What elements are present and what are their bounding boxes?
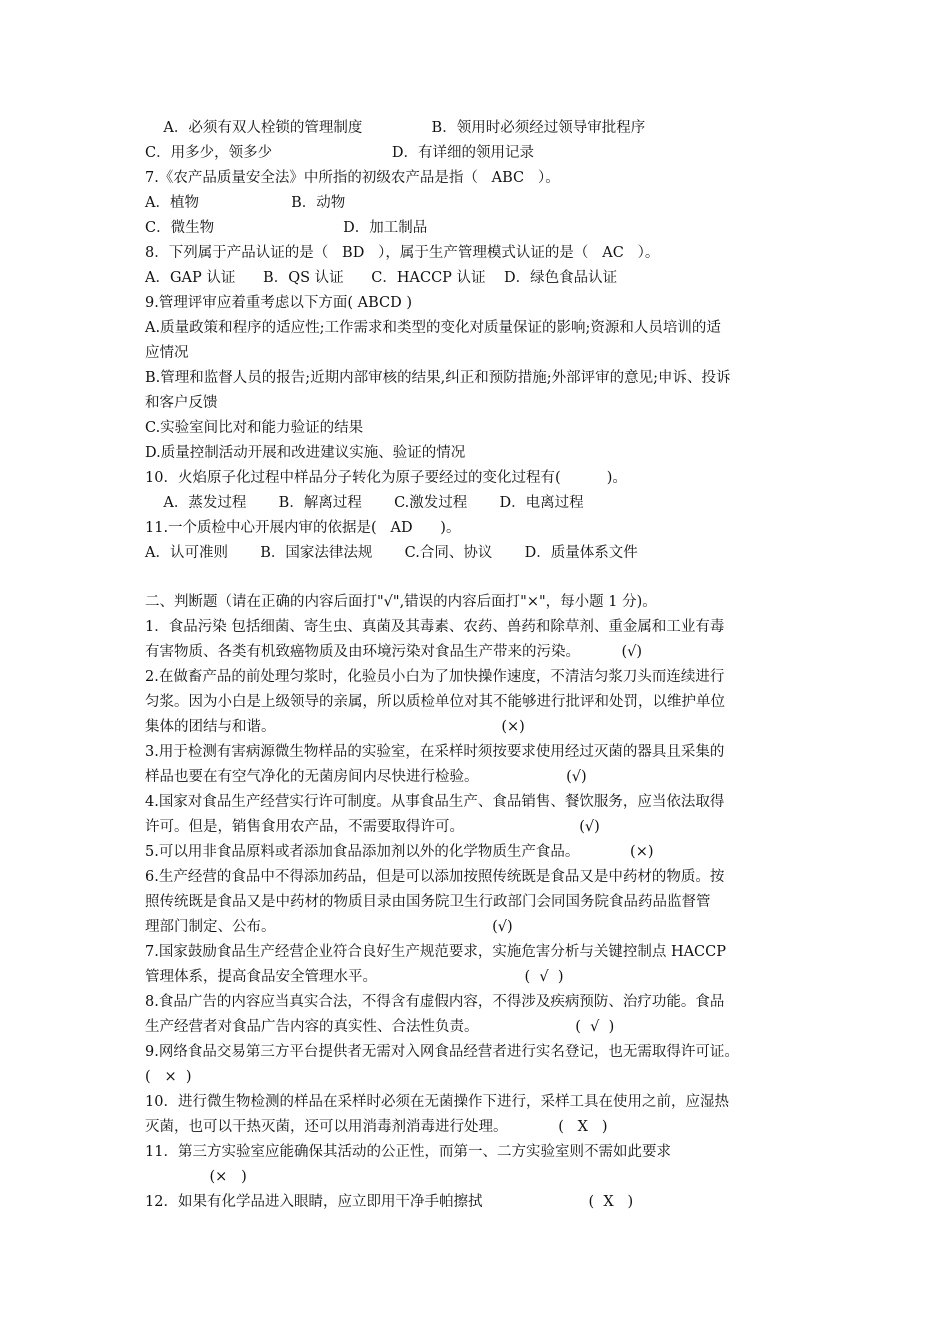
option-line: A．植物 B．动物 bbox=[145, 195, 346, 211]
judgement-line: 5.可以用非食品原料或者添加食品添加剂以外的化学物质生产食品。 (×) bbox=[145, 844, 654, 860]
judgement-line: 12．如果有化学品进入眼睛，应立即用干净手帕擦拭 ( X ) bbox=[145, 1194, 634, 1210]
option-line: A．蒸发过程 B．解离过程 C.激发过程 D．电离过程 bbox=[145, 495, 584, 511]
judgement-line: 1．食品污染 包括细菌、寄生虫、真菌及其毒素、农药、兽药和除草剂、重金属和工业有毒 bbox=[145, 619, 725, 635]
judgement-line: 管理体系，提高食品安全管理水平。 ( √ ) bbox=[145, 969, 564, 985]
option-line: A．GAP 认证 B．QS 认证 C．HACCP 认证 D．绿色食品认证 bbox=[145, 270, 618, 286]
option-line: 和客户反馈 bbox=[145, 395, 218, 411]
judgement-line: 4.国家对食品生产经营实行许可制度。从事食品生产、食品销售、餐饮服务，应当依法取得 bbox=[145, 794, 725, 810]
judgement-line: 理部门制定、公布。 (√) bbox=[145, 919, 513, 935]
option-line: C．用多少，领多少 D．有详细的领用记录 bbox=[145, 145, 535, 161]
option-line: 应情况 bbox=[145, 345, 189, 361]
judgement-line: 3.用于检测有害病源微生物样品的实验室，在采样时须按要求使用经过灭菌的器具且采集的 bbox=[145, 744, 725, 760]
option-line: C.实验室间比对和能力验证的结果 bbox=[145, 420, 364, 436]
judgement-line: 6.生产经营的食品中不得添加药品，但是可以添加按照传统既是食品又是中药材的物质。按 bbox=[145, 869, 725, 885]
judgement-line: 灭菌，也可以干热灭菌，还可以用消毒剂消毒进行处理。 ( X ) bbox=[145, 1119, 608, 1135]
judgement-line: 11．第三方实验室应能确保其活动的公正性，而第一、二方实验室则不需如此要求 bbox=[145, 1144, 671, 1160]
judgement-line: 许可。但是，销售食用农产品，不需要取得许可。 (√) bbox=[145, 819, 600, 835]
judgement-line: 有害物质、各类有机致癌物质及由环境污染对食品生产带来的污染。 (√) bbox=[145, 644, 643, 660]
judgement-line: 7.国家鼓励食品生产经营企业符合良好生产规范要求，实施危害分析与关键控制点 HACCP bbox=[145, 944, 727, 960]
option-line: B.管理和监督人员的报告;近期内部审核的结果,纠正和预防措施;外部评审的意见;申诉、投诉 bbox=[145, 370, 731, 386]
judgement-line: 9.网络食品交易第三方平台提供者无需对入网食品经营者进行实名登记，也无需取得许可证。 bbox=[145, 1044, 739, 1060]
judgement-line: 2.在做畜产品的前处理匀浆时，化验员小白为了加快操作速度，不清洁匀浆刀头而连续进行 bbox=[145, 669, 725, 685]
judgement-line: 集体的团结与和谐。 (×) bbox=[145, 719, 525, 735]
judgement-line: 8.食品广告的内容应当真实合法，不得含有虚假内容，不得涉及疾病预防、治疗功能。食品 bbox=[145, 994, 725, 1010]
judgement-line: 生产经营者对食品广告内容的真实性、合法性负责。 ( √ ) bbox=[145, 1019, 615, 1035]
option-line: D.质量控制活动开展和改进建议实施、验证的情况 bbox=[145, 445, 466, 461]
option-line: A．必须有双人栓锁的管理制度 B．领用时必须经过领导审批程序 bbox=[145, 120, 646, 136]
question-7: 7.《农产品质量安全法》中所指的初级农产品是指（ ABC ）。 bbox=[145, 170, 560, 186]
question-8: 8．下列属于产品认证的是（ BD ），属于生产管理模式认证的是（ AC ）。 bbox=[145, 245, 660, 261]
judgement-line: 照传统既是食品又是中药材的物质目录由国务院卫生行政部门会同国务院食品药品监督管 bbox=[145, 894, 711, 910]
judgement-line: 10．进行微生物检测的样品在采样时必须在无菌操作下进行，采样工具在使用之前，应湿热 bbox=[145, 1094, 729, 1110]
option-line: A.质量政策和程序的适应性;工作需求和类型的变化对质量保证的影响;资源和人员培训的适 bbox=[145, 320, 721, 336]
question-9: 9.管理评审应着重考虑以下方面( ABCD ) bbox=[145, 295, 412, 311]
judgement-line: (× ) bbox=[145, 1169, 247, 1185]
question-10: 10．火焰原子化过程中样品分子转化为原子要经过的变化过程有( )。 bbox=[145, 470, 627, 486]
judgement-line: ( × ) bbox=[145, 1069, 192, 1085]
question-11: 11.一个质检中心开展内审的依据是( AD )。 bbox=[145, 520, 461, 536]
option-line: C．微生物 D．加工制品 bbox=[145, 220, 428, 236]
section-heading-judgement: 二、判断题（请在正确的内容后面打"√",错误的内容后面打"×"，每小题 1 分)。 bbox=[145, 594, 657, 610]
judgement-line: 匀浆。因为小白是上级领导的亲属，所以质检单位对其不能够进行批评和处罚，以维护单位 bbox=[145, 694, 725, 710]
option-line: A．认可准则 B．国家法律法规 C.合同、协议 D．质量体系文件 bbox=[145, 545, 638, 561]
judgement-line: 样品也要在有空气净化的无菌房间内尽快进行检验。 (√) bbox=[145, 769, 587, 785]
